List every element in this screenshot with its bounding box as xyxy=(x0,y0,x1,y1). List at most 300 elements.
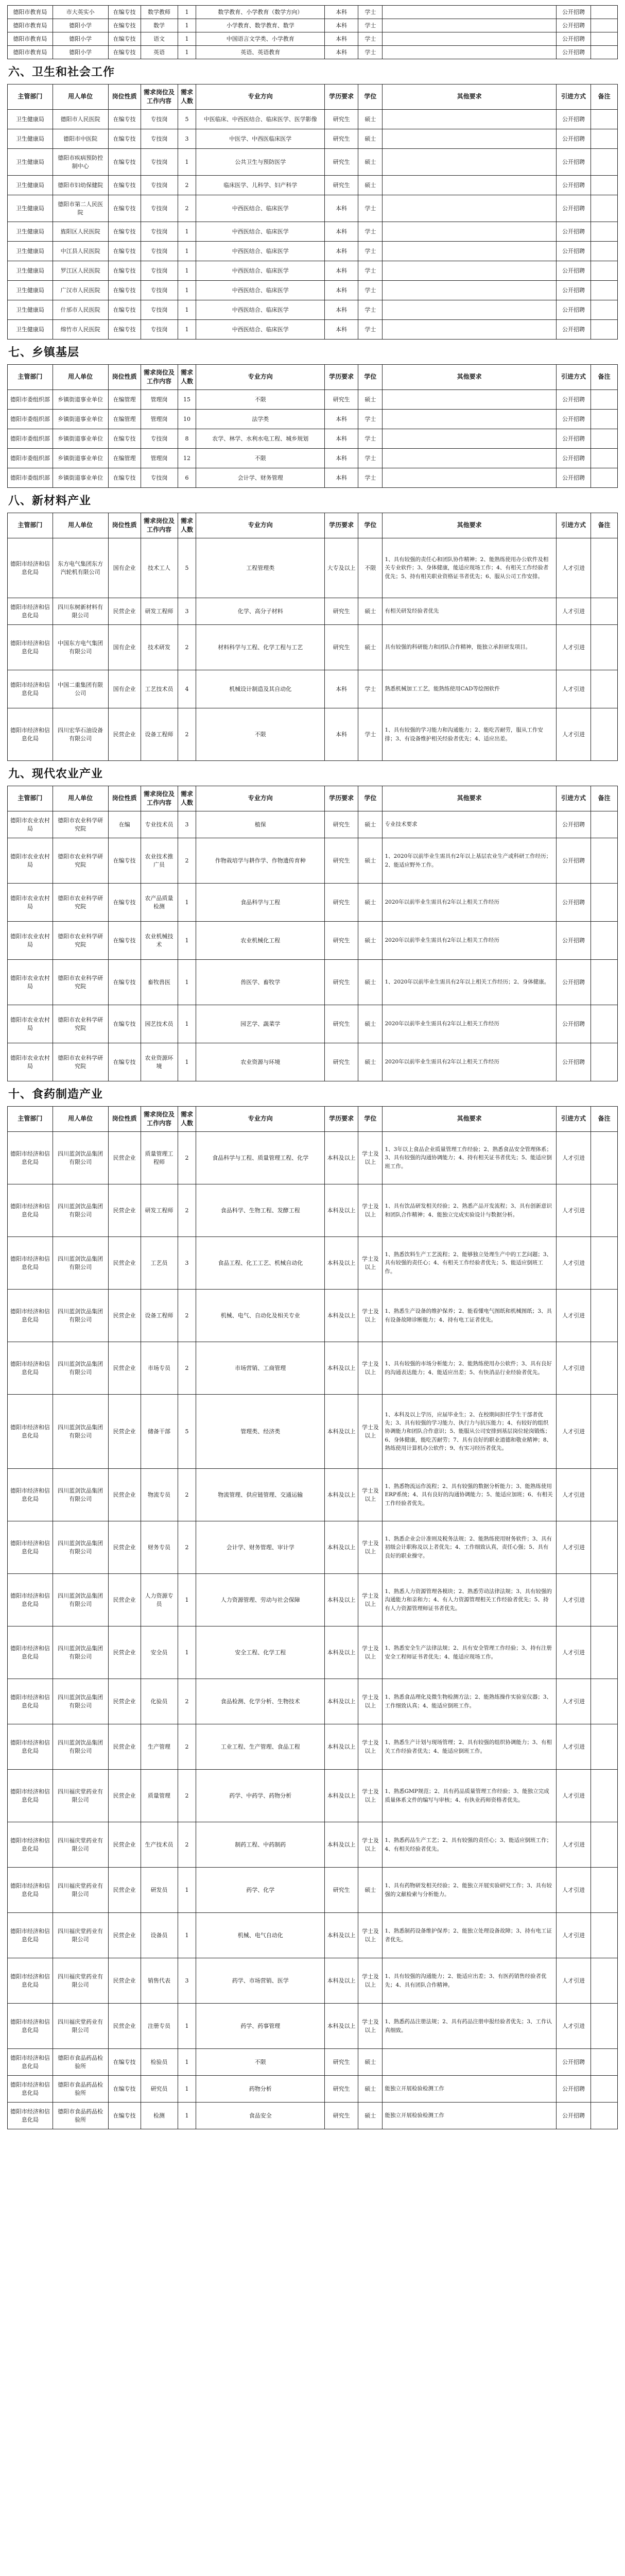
column-header: 学历要求 xyxy=(325,513,358,538)
cell-unit: 东方电气集团东方汽轮机有限公司 xyxy=(53,538,108,598)
cell-unit: 四川蓝剑饮品集团有限公司 xyxy=(53,1469,108,1521)
cell-degree: 学士 xyxy=(358,281,383,300)
section-food-pharma xyxy=(7,1082,618,2129)
column-header: 需求人数 xyxy=(178,786,196,811)
table-row xyxy=(8,1184,618,1237)
cell-method: 人才引进 xyxy=(556,1521,591,1574)
cell-edu: 本科及以上 xyxy=(325,1342,358,1395)
cell-post: 财务专员 xyxy=(141,1521,178,1574)
cell-dept: 德阳市委组织部 xyxy=(8,468,53,488)
cell-edu: 研究生 xyxy=(325,838,358,884)
cell-req: 1、2020年以前毕业生需具有2年以上基层农业生产或科研工作经历；2、能适应野外工作。 xyxy=(383,838,556,884)
cell-req: 有相关研发经验者优先 xyxy=(383,598,556,625)
column-header: 备注 xyxy=(591,1107,618,1132)
cell-req xyxy=(383,129,556,149)
cell-dept: 卫生健康局 xyxy=(8,242,53,261)
jobs-table xyxy=(7,84,618,340)
cell-method: 人才引进 xyxy=(556,625,591,670)
cell-method: 公开招聘 xyxy=(556,2049,591,2076)
cell-major: 不限 xyxy=(196,2049,325,2076)
cell-unit: 四川蓝剑饮品集团有限公司 xyxy=(53,1626,108,1679)
cell-count: 3 xyxy=(178,129,196,149)
cell-dept: 德阳市经济和信息化局 xyxy=(8,1469,53,1521)
cell-major: 小学教育、数学教育、数学 xyxy=(196,19,325,32)
cell-method: 公开招聘 xyxy=(556,410,591,429)
table-row xyxy=(8,1521,618,1574)
cell-unit: 德阳市中医院 xyxy=(53,129,108,149)
table-row xyxy=(8,1679,618,1724)
cell-unit: 德阳市食品药品检验所 xyxy=(53,2049,108,2076)
table-row xyxy=(8,2103,618,2129)
cell-unit: 德阳市农业科学研究院 xyxy=(53,960,108,1005)
cell-req: 1、熟悉饮料生产工艺流程；2、能够独立处理生产中的工艺问题；3、具有较强的责任心；4、有相关工作经验者优先；5、能适应倒班工作。 xyxy=(383,1237,556,1290)
cell-note xyxy=(591,960,618,1005)
column-header: 岗位性质 xyxy=(108,84,141,110)
column-header: 学位 xyxy=(358,1107,383,1132)
cell-method: 公开招聘 xyxy=(556,838,591,884)
column-header: 其他要求 xyxy=(383,513,556,538)
cell-req: 1、2020年以前毕业生需具有2年以上相关工作经历；2、身体健康。 xyxy=(383,960,556,1005)
cell-degree: 硕士 xyxy=(358,110,383,129)
cell-edu: 本科 xyxy=(325,261,358,281)
cell-note xyxy=(591,1626,618,1679)
cell-req: 1、熟悉生产计划与现场管理；2、具有较强的组织协调能力；3、有相关工作经验者优先；4、能适应倒班工作。 xyxy=(383,1724,556,1770)
cell-post: 物流专员 xyxy=(141,1469,178,1521)
cell-edu: 本科及以上 xyxy=(325,1822,358,1868)
table-row xyxy=(8,19,618,32)
cell-count: 1 xyxy=(178,884,196,922)
cell-nature: 在编专技 xyxy=(108,468,141,488)
cell-nature: 在编专技 xyxy=(108,176,141,195)
column-header: 其他要求 xyxy=(383,786,556,811)
cell-req xyxy=(383,320,556,340)
cell-req: 1、熟悉药品注册法规；2、具有药品注册申报经验者优先；3、工作认真细致。 xyxy=(383,2004,556,2049)
cell-post: 专技岗 xyxy=(141,468,178,488)
cell-unit: 四川东树新材料有限公司 xyxy=(53,598,108,625)
cell-nature: 国有企业 xyxy=(108,538,141,598)
table-row xyxy=(8,1770,618,1822)
cell-unit: 绵竹市人民医院 xyxy=(53,320,108,340)
column-header: 引进方式 xyxy=(556,1107,591,1132)
cell-degree: 硕士 xyxy=(358,838,383,884)
cell-post: 专技岗 xyxy=(141,222,178,242)
cell-edu: 研究生 xyxy=(325,1005,358,1043)
column-header: 学位 xyxy=(358,786,383,811)
cell-count: 2 xyxy=(178,1342,196,1395)
cell-note xyxy=(591,149,618,176)
cell-edu: 本科及以上 xyxy=(325,1237,358,1290)
cell-degree: 硕士 xyxy=(358,1043,383,1081)
cell-req: 1、具有药物研发相关经验；2、能独立开展实验研究工作；3、具有较强的文献检索与分析能力。 xyxy=(383,1868,556,1913)
cell-unit: 广汉市人民医院 xyxy=(53,281,108,300)
cell-major: 临床医学、儿科学、妇产科学 xyxy=(196,176,325,195)
table-row xyxy=(8,176,618,195)
cell-degree: 学士 xyxy=(358,320,383,340)
cell-method: 人才引进 xyxy=(556,1395,591,1469)
table-row xyxy=(8,838,618,884)
cell-dept: 德阳市经济和信息化局 xyxy=(8,2004,53,2049)
cell-method: 公开招聘 xyxy=(556,922,591,960)
cell-req: 2020年以前毕业生需具有2年以上相关工作经历 xyxy=(383,1043,556,1081)
cell-edu: 本科及以上 xyxy=(325,1469,358,1521)
section-agriculture xyxy=(7,762,618,1081)
cell-req: 能独立开展检验检测工作 xyxy=(383,2103,556,2129)
column-header: 学位 xyxy=(358,365,383,390)
cell-req xyxy=(383,390,556,410)
table-row xyxy=(8,468,618,488)
cell-post: 管理岗 xyxy=(141,449,178,468)
cell-method: 人才引进 xyxy=(556,1958,591,2004)
cell-req: 1、熟悉GMP规范；2、具有药品质量管理工作经验；3、能独立完成质量体系文件的编写与审核；4、有执业药师资格者优先。 xyxy=(383,1770,556,1822)
table-row xyxy=(8,1395,618,1469)
cell-nature: 国有企业 xyxy=(108,670,141,708)
cell-edu: 研究生 xyxy=(325,625,358,670)
cell-major: 园艺学、蔬菜学 xyxy=(196,1005,325,1043)
cell-nature: 在编专技 xyxy=(108,884,141,922)
cell-method: 公开招聘 xyxy=(556,884,591,922)
cell-count: 2 xyxy=(178,1822,196,1868)
column-header: 需求岗位及工作内容 xyxy=(141,84,178,110)
cell-req: 1、熟悉企业会计准则及税务法规；2、能熟练使用财务软件；3、具有初级会计职称及以上者优先；4、工作细致认真，责任心强；5、具有良好的职业操守。 xyxy=(383,1521,556,1574)
cell-note xyxy=(591,261,618,281)
cell-edu: 本科 xyxy=(325,222,358,242)
cell-unit: 德阳小学 xyxy=(53,32,108,46)
cell-dept: 卫生健康局 xyxy=(8,149,53,176)
cell-unit: 四川福庆堂药业有限公司 xyxy=(53,1913,108,1958)
cell-major: 药学、中药学、药物分析 xyxy=(196,1770,325,1822)
cell-degree: 学士 xyxy=(358,242,383,261)
cell-edu: 本科及以上 xyxy=(325,2004,358,2049)
cell-nature: 民营企业 xyxy=(108,1574,141,1626)
cell-method: 人才引进 xyxy=(556,1290,591,1342)
column-header: 用人单位 xyxy=(53,1107,108,1132)
cell-edu: 本科及以上 xyxy=(325,1958,358,2004)
cell-method: 公开招聘 xyxy=(556,1005,591,1043)
cell-dept: 德阳市教育局 xyxy=(8,32,53,46)
cell-unit: 四川蓝剑饮品集团有限公司 xyxy=(53,1290,108,1342)
cell-count: 5 xyxy=(178,1395,196,1469)
cell-major: 植保 xyxy=(196,811,325,838)
cell-major: 不限 xyxy=(196,390,325,410)
cell-degree: 学士及以上 xyxy=(358,1395,383,1469)
cell-nature: 在编专技 xyxy=(108,110,141,129)
cell-note xyxy=(591,281,618,300)
table-row xyxy=(8,811,618,838)
column-header: 学历要求 xyxy=(325,84,358,110)
jobs-table xyxy=(7,1106,618,2129)
cell-edu: 本科 xyxy=(325,6,358,19)
cell-degree: 学士 xyxy=(358,46,383,59)
cell-unit: 四川福庆堂药业有限公司 xyxy=(53,1958,108,2004)
cell-method: 人才引进 xyxy=(556,1770,591,1822)
cell-count: 1 xyxy=(178,960,196,1005)
cell-req: 1、具有较强的沟通能力；2、能适应出差；3、有医药销售经验者优先；4、具有团队合作精神。 xyxy=(383,1958,556,2004)
cell-method: 人才引进 xyxy=(556,2004,591,2049)
table-row xyxy=(8,261,618,281)
cell-nature: 在编专技 xyxy=(108,2049,141,2076)
cell-post: 化验员 xyxy=(141,1679,178,1724)
cell-req: 2020年以前毕业生需具有2年以上相关工作经历 xyxy=(383,1005,556,1043)
cell-unit: 市大英实小 xyxy=(53,6,108,19)
cell-post: 研究员 xyxy=(141,2076,178,2103)
table-row xyxy=(8,320,618,340)
cell-edu: 研究生 xyxy=(325,176,358,195)
cell-note xyxy=(591,449,618,468)
table-row xyxy=(8,884,618,922)
cell-major: 制药工程、中药制药 xyxy=(196,1822,325,1868)
cell-degree: 学士及以上 xyxy=(358,1574,383,1626)
table-row xyxy=(8,46,618,59)
cell-edu: 本科 xyxy=(325,195,358,222)
cell-note xyxy=(591,390,618,410)
table-header-row xyxy=(8,84,618,110)
cell-note xyxy=(591,1237,618,1290)
cell-count: 2 xyxy=(178,1469,196,1521)
cell-dept: 德阳市经济和信息化局 xyxy=(8,2049,53,2076)
cell-post: 数学 xyxy=(141,19,178,32)
cell-major: 中国语言文学类、小学教育 xyxy=(196,32,325,46)
cell-degree: 硕士 xyxy=(358,922,383,960)
cell-edu: 本科及以上 xyxy=(325,1574,358,1626)
cell-note xyxy=(591,320,618,340)
table-row xyxy=(8,1469,618,1521)
table-row xyxy=(8,110,618,129)
cell-unit: 中国东方电气集团有限公司 xyxy=(53,625,108,670)
column-header: 用人单位 xyxy=(53,84,108,110)
cell-unit: 乡镇街道事业单位 xyxy=(53,429,108,449)
cell-edu: 本科 xyxy=(325,19,358,32)
cell-req xyxy=(383,6,556,19)
cell-req: 1、具有较强的市场分析能力；2、能熟练使用办公软件；3、具有良好的沟通表达能力；4、能适应出差；5、有快消品行业经验者优先。 xyxy=(383,1342,556,1395)
cell-major: 机械设计制造及其自动化 xyxy=(196,670,325,708)
cell-major: 中西医结合、临床医学 xyxy=(196,195,325,222)
cell-unit: 四川福庆堂药业有限公司 xyxy=(53,1822,108,1868)
cell-dept: 德阳市经济和信息化局 xyxy=(8,1342,53,1395)
table-header-row xyxy=(8,786,618,811)
column-header: 用人单位 xyxy=(53,786,108,811)
column-header: 需求岗位及工作内容 xyxy=(141,513,178,538)
cell-unit: 乡镇街道事业单位 xyxy=(53,390,108,410)
cell-dept: 德阳市经济和信息化局 xyxy=(8,670,53,708)
cell-post: 检测 xyxy=(141,2103,178,2129)
cell-method: 公开招聘 xyxy=(556,222,591,242)
cell-degree: 硕士 xyxy=(358,884,383,922)
cell-post: 设备员 xyxy=(141,1913,178,1958)
cell-req xyxy=(383,449,556,468)
table-row xyxy=(8,1342,618,1395)
cell-req xyxy=(383,261,556,281)
cell-note xyxy=(591,1342,618,1395)
cell-post: 专业技术员 xyxy=(141,811,178,838)
table-row xyxy=(8,2049,618,2076)
cell-nature: 在编专技 xyxy=(108,922,141,960)
table-row xyxy=(8,1132,618,1184)
table-row xyxy=(8,2076,618,2103)
cell-nature: 在编专技 xyxy=(108,281,141,300)
cell-major: 化学、高分子材料 xyxy=(196,598,325,625)
cell-major: 食品科学、生物工程、发酵工程 xyxy=(196,1184,325,1237)
cell-req: 1、熟悉安全生产法律法规；2、具有安全管理工作经验；3、持有注册安全工程师证书者优先；4、能适应现场工作。 xyxy=(383,1626,556,1679)
column-header: 其他要求 xyxy=(383,84,556,110)
cell-dept: 德阳市教育局 xyxy=(8,46,53,59)
table-row xyxy=(8,1237,618,1290)
cell-count: 1 xyxy=(178,2076,196,2103)
cell-count: 2 xyxy=(178,1679,196,1724)
cell-nature: 在编专技 xyxy=(108,149,141,176)
cell-nature: 在编专技 xyxy=(108,2076,141,2103)
cell-req: 1、3年以上食品企业质量管理工作经验；2、熟悉食品安全管理体系；3、具有较强的沟通协调能力；4、持有相关证书者优先；5、能适应倒班工作。 xyxy=(383,1132,556,1184)
cell-req xyxy=(383,242,556,261)
cell-edu: 本科及以上 xyxy=(325,1290,358,1342)
cell-unit: 德阳市疾病预防控制中心 xyxy=(53,149,108,176)
cell-unit: 德阳市农业科学研究院 xyxy=(53,811,108,838)
table-row xyxy=(8,625,618,670)
cell-unit: 四川蓝剑饮品集团有限公司 xyxy=(53,1679,108,1724)
cell-major: 药学、化学 xyxy=(196,1868,325,1913)
cell-post: 专技岗 xyxy=(141,195,178,222)
column-header: 引进方式 xyxy=(556,786,591,811)
section-new-materials xyxy=(7,489,618,761)
cell-degree: 学士及以上 xyxy=(358,1679,383,1724)
cell-method: 公开招聘 xyxy=(556,110,591,129)
cell-degree: 硕士 xyxy=(358,598,383,625)
cell-count: 1 xyxy=(178,2103,196,2129)
cell-method: 人才引进 xyxy=(556,598,591,625)
cell-count: 1 xyxy=(178,1005,196,1043)
cell-major: 食品检测、化学分析、生物技术 xyxy=(196,1679,325,1724)
cell-method: 公开招聘 xyxy=(556,176,591,195)
cell-note xyxy=(591,1913,618,1958)
cell-note xyxy=(591,1958,618,2004)
cell-major: 法学类 xyxy=(196,410,325,429)
cell-req xyxy=(383,19,556,32)
cell-unit: 德阳市农业科学研究院 xyxy=(53,1043,108,1081)
table-row xyxy=(8,1290,618,1342)
cell-major: 中西医结合、临床医学 xyxy=(196,222,325,242)
cell-nature: 民营企业 xyxy=(108,708,141,761)
cell-method: 公开招聘 xyxy=(556,281,591,300)
cell-nature: 在编专技 xyxy=(108,195,141,222)
cell-degree: 学士及以上 xyxy=(358,1132,383,1184)
cell-nature: 在编专技 xyxy=(108,46,141,59)
cell-req: 1、熟悉药品生产工艺；2、具有较强的责任心；3、能适应倒班工作；4、有相关经验者优先。 xyxy=(383,1822,556,1868)
cell-count: 1 xyxy=(178,19,196,32)
cell-nature: 在编专技 xyxy=(108,32,141,46)
cell-degree: 学士及以上 xyxy=(358,1184,383,1237)
cell-note xyxy=(591,1679,618,1724)
cell-count: 2 xyxy=(178,1770,196,1822)
cell-degree: 学士 xyxy=(358,708,383,761)
cell-edu: 本科及以上 xyxy=(325,1913,358,1958)
cell-method: 公开招聘 xyxy=(556,468,591,488)
cell-dept: 德阳市经济和信息化局 xyxy=(8,1958,53,2004)
cell-edu: 本科 xyxy=(325,281,358,300)
cell-major: 机械、电气、自动化及相关专业 xyxy=(196,1290,325,1342)
cell-method: 公开招聘 xyxy=(556,811,591,838)
table-row xyxy=(8,281,618,300)
cell-count: 1 xyxy=(178,6,196,19)
cell-count: 2 xyxy=(178,708,196,761)
cell-nature: 民营企业 xyxy=(108,1724,141,1770)
cell-dept: 德阳市经济和信息化局 xyxy=(8,1770,53,1822)
cell-dept: 德阳市经济和信息化局 xyxy=(8,625,53,670)
cell-degree: 硕士 xyxy=(358,1005,383,1043)
cell-method: 人才引进 xyxy=(556,1724,591,1770)
cell-note xyxy=(591,838,618,884)
cell-dept: 德阳市经济和信息化局 xyxy=(8,1679,53,1724)
table-row xyxy=(8,390,618,410)
cell-unit: 四川福庆堂药业有限公司 xyxy=(53,1868,108,1913)
cell-major: 兽医学、畜牧学 xyxy=(196,960,325,1005)
cell-degree: 学士 xyxy=(358,195,383,222)
cell-method: 公开招聘 xyxy=(556,149,591,176)
cell-major: 会计学、财务管理、审计学 xyxy=(196,1521,325,1574)
cell-dept: 德阳市经济和信息化局 xyxy=(8,1822,53,1868)
cell-dept: 卫生健康局 xyxy=(8,320,53,340)
cell-major: 英语、英语教育 xyxy=(196,46,325,59)
cell-req: 专业技术要求 xyxy=(383,811,556,838)
cell-count: 8 xyxy=(178,429,196,449)
cell-method: 人才引进 xyxy=(556,1184,591,1237)
cell-edu: 本科及以上 xyxy=(325,1724,358,1770)
cell-post: 储备干部 xyxy=(141,1395,178,1469)
cell-degree: 硕士 xyxy=(358,960,383,1005)
cell-post: 农业资源环境 xyxy=(141,1043,178,1081)
cell-major: 不限 xyxy=(196,708,325,761)
cell-count: 5 xyxy=(178,538,196,598)
cell-unit: 德阳市农业科学研究院 xyxy=(53,884,108,922)
cell-degree: 不限 xyxy=(358,538,383,598)
cell-count: 10 xyxy=(178,410,196,429)
cell-nature: 民营企业 xyxy=(108,1184,141,1237)
cell-dept: 德阳市经济和信息化局 xyxy=(8,598,53,625)
cell-post: 数学教师 xyxy=(141,6,178,19)
cell-method: 公开招聘 xyxy=(556,320,591,340)
cell-edu: 研究生 xyxy=(325,1043,358,1081)
cell-note xyxy=(591,1132,618,1184)
section-education-tail xyxy=(7,5,618,59)
cell-major: 安全工程、化学工程 xyxy=(196,1626,325,1679)
cell-req: 1、具有饮品研发相关经验；2、熟悉产品开发流程；3、具有创新意识和团队合作精神；4、能独立完成实验设计与数据分析。 xyxy=(383,1184,556,1237)
cell-degree: 学士 xyxy=(358,32,383,46)
cell-method: 公开招聘 xyxy=(556,2103,591,2129)
cell-count: 1 xyxy=(178,2049,196,2076)
cell-method: 人才引进 xyxy=(556,1342,591,1395)
column-header: 主管部门 xyxy=(8,84,53,110)
cell-degree: 硕士 xyxy=(358,129,383,149)
table-row xyxy=(8,429,618,449)
column-header: 专业方向 xyxy=(196,84,325,110)
cell-note xyxy=(591,625,618,670)
cell-post: 管理岗 xyxy=(141,410,178,429)
cell-post: 技术工人 xyxy=(141,538,178,598)
cell-note xyxy=(591,176,618,195)
column-header: 需求人数 xyxy=(178,365,196,390)
cell-degree: 硕士 xyxy=(358,176,383,195)
cell-nature: 民营企业 xyxy=(108,1958,141,2004)
cell-count: 2 xyxy=(178,195,196,222)
cell-unit: 四川蓝剑饮品集团有限公司 xyxy=(53,1132,108,1184)
cell-method: 人才引进 xyxy=(556,1132,591,1184)
table-row xyxy=(8,449,618,468)
cell-post: 研发员 xyxy=(141,1868,178,1913)
cell-note xyxy=(591,222,618,242)
cell-dept: 德阳市经济和信息化局 xyxy=(8,2103,53,2129)
cell-req: 2020年以前毕业生需具有2年以上相关工作经历 xyxy=(383,884,556,922)
table-row xyxy=(8,6,618,19)
table-row xyxy=(8,538,618,598)
column-header: 主管部门 xyxy=(8,513,53,538)
